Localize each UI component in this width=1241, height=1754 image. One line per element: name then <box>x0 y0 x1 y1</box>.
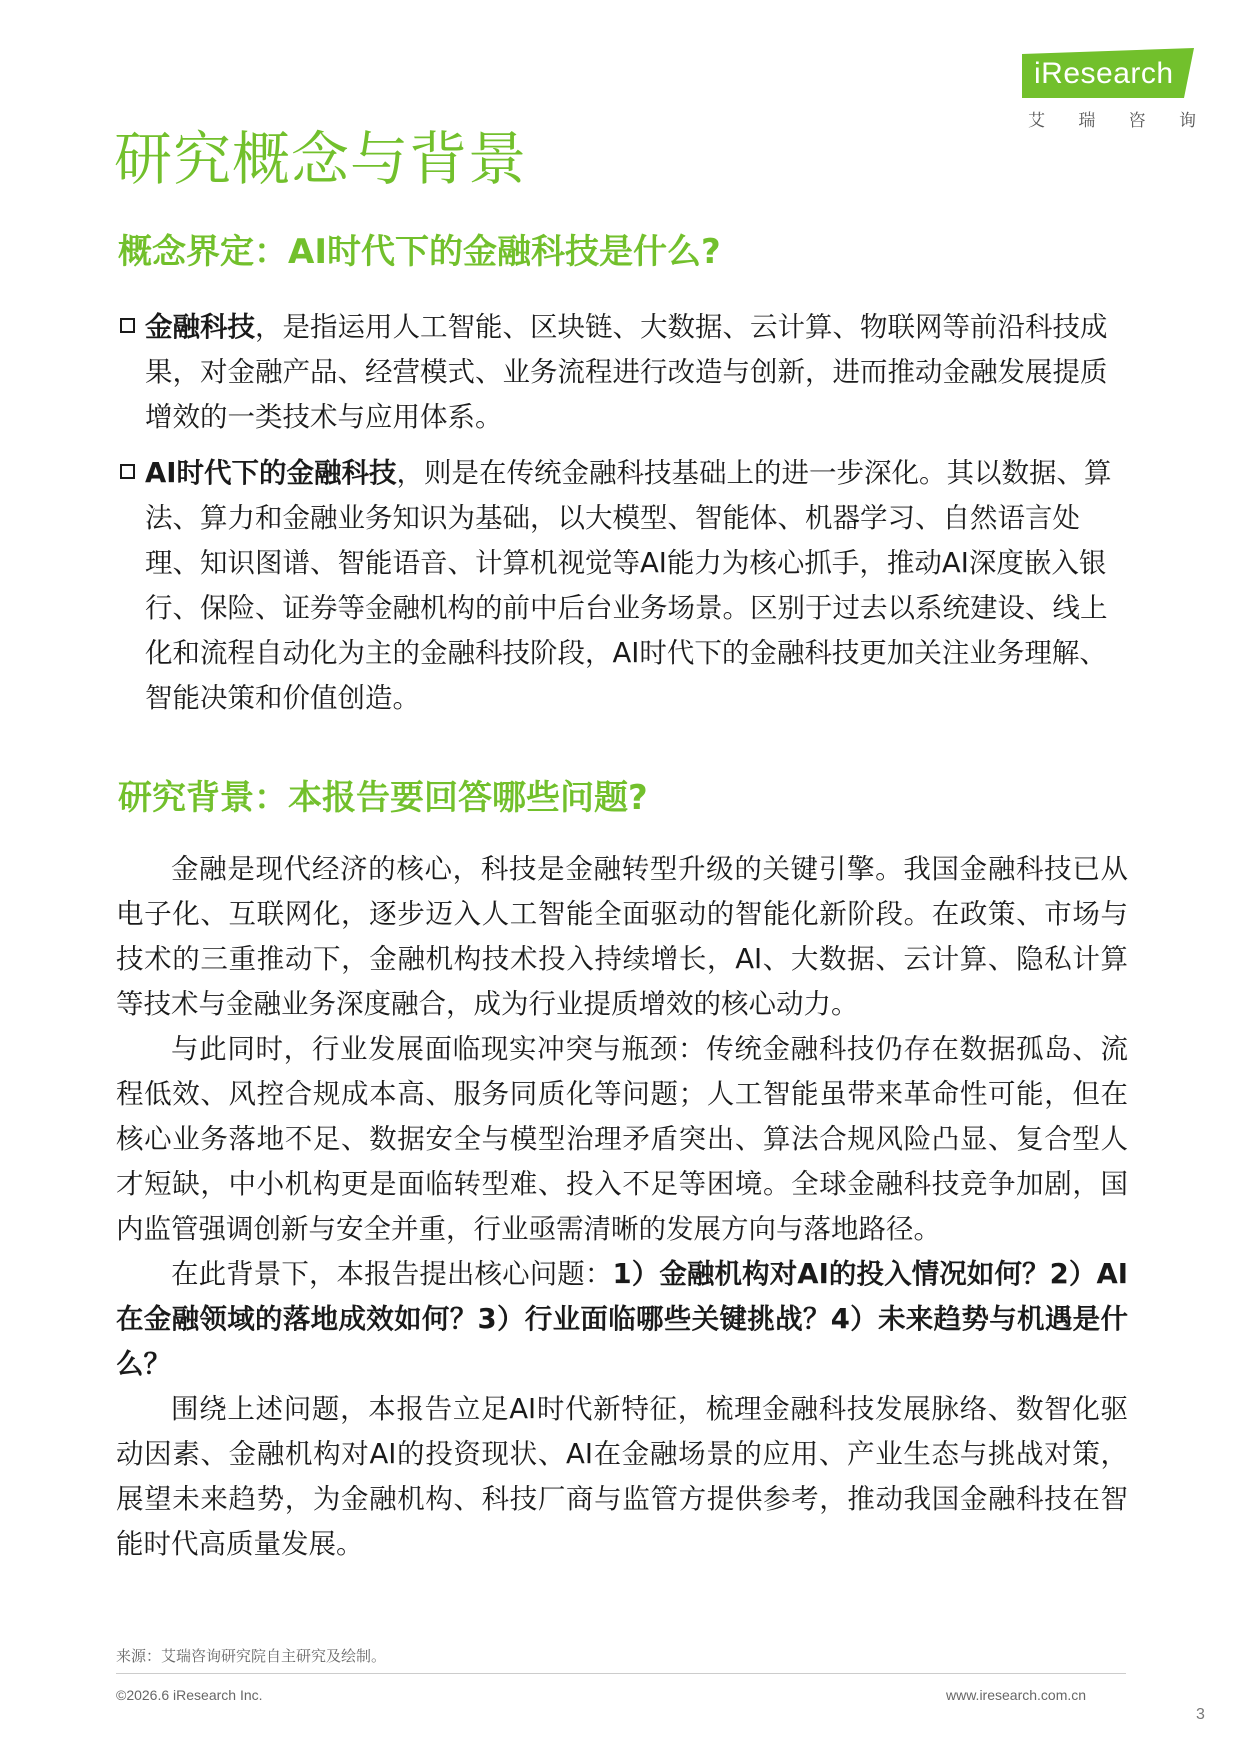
bullet-lead: 金融科技 <box>145 311 255 343</box>
paragraph-core-questions <box>116 1252 1128 1387</box>
source-note: 来源：艾瑞咨询研究院自主研究及绘制。 <box>116 1647 387 1665</box>
core-questions: 1）金融机构对AI的投入情况如何？2）AI在金融领域的落地成效如何？3）行业面临哪些关键挑战？4）未来趋势与机遇是什么？ <box>116 1258 1128 1380</box>
bullet-ai-fintech-definition <box>118 451 1128 721</box>
background-body <box>116 847 1128 1567</box>
footer-website: www.iresearch.com.cn <box>946 1687 1087 1703</box>
page-title: 研究概念与背景 <box>114 125 528 193</box>
checkbox-square-icon <box>120 318 135 333</box>
paragraph: 金融是现代经济的核心，科技是金融转型升级的关键引擎。我国金融科技已从电子化、互联网化，逐步迈入人工智能全面驱动的智能化新阶段。在政策、市场与技术的三重推动下，金融机构技术投入持续增长，AI、大数据、云计算、隐私计算等技术与金融业务深度融合，成为行业提质增效的核心动力。 <box>116 853 1128 1020</box>
paragraph-intro: 在此背景下，本报告提出核心问题： <box>171 1258 613 1290</box>
iresearch-logo <box>1022 48 1200 132</box>
bullet-text: ，则是在传统金融科技基础上的进一步深化。其以数据、算法、算力和金融业务知识为基础，以大模型、智能体、机器学习、自然语言处理、知识图谱、智能语音、计算机视觉等AI能力为核心抓手，推动AI深度嵌入银行、保险、证券等金融机构的前中后台业务场景。区别于过去以系统建设、线上化和流程自动化为主的金融科技阶段，AI时代下的金融科技更加关注业务理解、智能决策和价值创造。 <box>145 457 1112 714</box>
checkbox-square-icon <box>120 464 135 479</box>
bullet-lead: AI时代下的金融科技 <box>145 457 397 489</box>
logo-subtitle: 艾 瑞 咨 询 <box>1028 111 1196 131</box>
logo-text: iResearch <box>1034 57 1174 90</box>
bullet-text: ，是指运用人工智能、区块链、大数据、云计算、物联网等前沿科技成果，对金融产品、经营模式、业务流程进行改造与创新，进而推动金融发展提质增效的一类技术与应用体系。 <box>145 311 1108 433</box>
footer-divider <box>116 1673 1126 1674</box>
paragraph: 与此同时，行业发展面临现实冲突与瓶颈：传统金融科技仍存在数据孤岛、流程低效、风控合规成本高、服务同质化等问题；人工智能虽带来革命性可能，但在核心业务落地不足、数据安全与模型治理矛盾突出、算法合规风险凸显、复合型人才短缺，中小机构更是面临转型难、投入不足等困境。全球金融科技竞争加剧，国内监管强调创新与安全并重，行业亟需清晰的发展方向与落地路径。 <box>116 1033 1128 1245</box>
section-heading-background: 研究背景：本报告要回答哪些问题? <box>118 778 648 818</box>
footer-copyright: ©2026.6 iResearch Inc. <box>116 1687 263 1703</box>
page-number: 3 <box>1196 1706 1205 1723</box>
bullet-fintech-definition <box>118 305 1128 440</box>
section-heading-concept: 概念界定：AI时代下的金融科技是什么? <box>118 232 721 272</box>
paragraph: 围绕上述问题，本报告立足AI时代新特征，梳理金融科技发展脉络、数智化驱动因素、金融机构对AI的投资现状、AI在金融场景的应用、产业生态与挑战对策，展望未来趋势，为金融机构、科技厂商与监管方提供参考，推动我国金融科技在智能时代高质量发展。 <box>116 1393 1128 1560</box>
